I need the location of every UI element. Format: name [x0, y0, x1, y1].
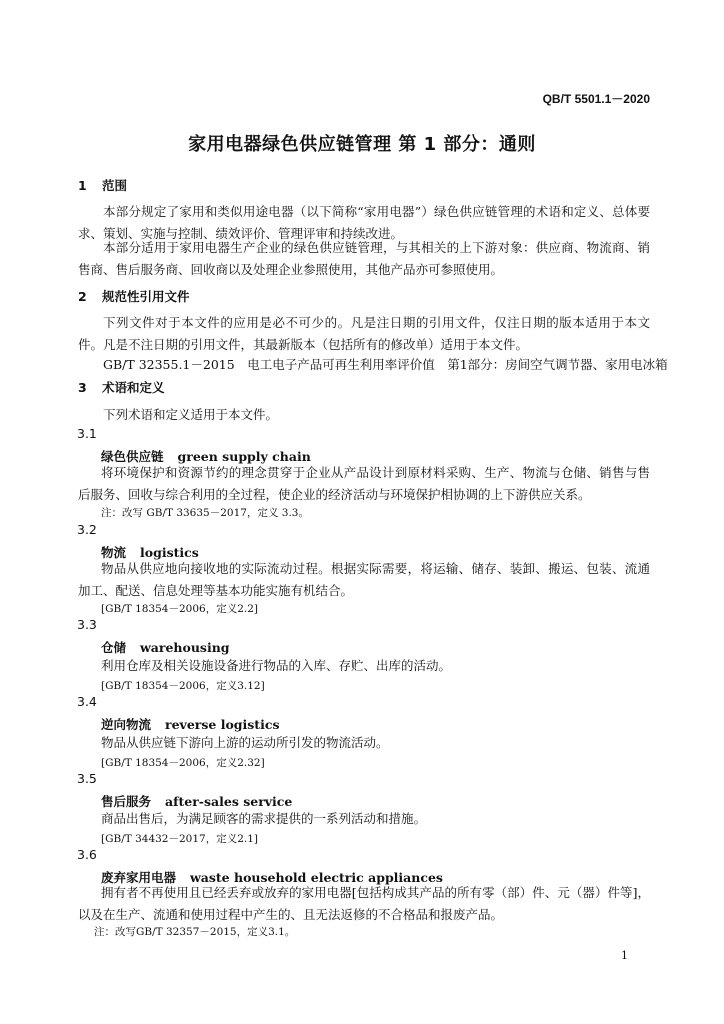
term-en: logistics	[140, 545, 199, 560]
term-source: [GB/T 18354－2006，定义2.2]	[101, 603, 258, 615]
clause-number: 3.5	[77, 771, 97, 786]
term-zh: 绿色供应链	[101, 449, 164, 464]
scope-paragraph: 本部分适用于家用电器生产企业的绿色供应链管理，与其相关的上下游对象：供应商、物流商、销售商、售后服务商、回收商以及处理企业参照使用，其他产品亦可参照使用。	[78, 240, 650, 277]
term-zh: 仓储	[101, 640, 127, 655]
section-number: 1	[78, 178, 87, 193]
term-en: waste household electric appliances	[190, 870, 443, 885]
term-definition: 拥有者不再使用且已经丢弃或放弃的家用电器[包括构成其产品的所有零（部）件、元（器）件等]，以及在生产、流通和使用过程中产生的、且无法返修的不合格品和报废产品。	[78, 885, 650, 922]
term-heading	[101, 638, 230, 656]
clause-number: 3.6	[77, 847, 97, 862]
section-number: 3	[78, 380, 87, 395]
term-heading	[101, 792, 292, 810]
term-definition: 商品出售后，为满足顾客的需求提供的一系列活动和措施。	[101, 811, 427, 826]
section-title: 术语和定义	[102, 380, 165, 395]
term-en: reverse logistics	[165, 717, 280, 732]
term-en: green supply chain	[177, 449, 311, 464]
section-heading	[78, 176, 127, 194]
section-heading	[78, 287, 190, 305]
term-definition: 物品从供应地向接收地的实际流动过程。根据实际需要，将运输、储存、装卸、搬运、包装、流通加工、配送、信息处理等基本功能实施有机结合。	[78, 561, 650, 598]
term-source: 注：改写GB/T 32357－2015，定义3.1。	[94, 926, 296, 938]
scope-paragraph: 本部分规定了家用和类似用途电器（以下简称“家用电器”）绿色供应链管理的术语和定义、总体要求、策划、实施与控制、绩效评价、管理评审和持续改进。	[78, 204, 650, 241]
term-source: 注：改写 GB/T 33635－2017，定义 3.3。	[101, 507, 309, 519]
term-source: [GB/T 34432－2017，定义2.1]	[101, 833, 258, 845]
section-heading	[78, 378, 165, 396]
term-heading	[101, 715, 279, 733]
term-definition: 物品从供应链下游向上游的运动所引发的物流活动。	[101, 735, 389, 750]
clause-number: 3.4	[77, 694, 97, 709]
term-source: [GB/T 18354－2006，定义2.32]	[101, 757, 265, 769]
section-title: 范围	[102, 178, 128, 193]
term-source: [GB/T 18354－2006，定义3.12]	[101, 680, 265, 692]
clause-number: 3.1	[77, 426, 97, 441]
section-number: 2	[78, 289, 87, 304]
term-en: after-sales service	[165, 794, 293, 809]
term-zh: 物流	[101, 545, 127, 560]
terms-intro: 下列术语和定义适用于本文件。	[103, 407, 279, 422]
normative-paragraph: 下列文件对于本文件的应用是必不可少的。凡是注日期的引用文件，仅注日期的版本适用于本文件。凡是不注日期的引用文件，其最新版本（包括所有的修改单）适用于本文件。	[78, 315, 650, 352]
clause-number: 3.3	[77, 617, 97, 632]
normative-reference: GB/T 32355.1－2015 电工电子产品可再生利用率评价值 第1部分：房间空气调节器、家用电冰箱	[103, 357, 668, 372]
section-title: 规范性引用文件	[102, 289, 190, 304]
clause-number: 3.2	[77, 522, 97, 537]
term-definition: 利用仓库及相关设施设备进行物品的入库、存贮、出库的活动。	[101, 658, 452, 673]
term-definition: 将环境保护和资源节约的理念贯穿于企业从产品设计到原材料采购、生产、物流与仓储、销售与售后服务、回收与综合利用的全过程，使企业的经济活动与环境保护相协调的上下游供应关系。	[78, 465, 650, 502]
term-en: warehousing	[140, 640, 230, 655]
term-zh: 废弃家用电器	[101, 870, 177, 885]
term-zh: 售后服务	[101, 794, 152, 809]
standard-number: QB/T 5501.1－2020	[542, 92, 650, 106]
page-number: 1	[621, 949, 628, 962]
document-title: 家用电器绿色供应链管理 第 1 部分：通则	[188, 134, 536, 155]
term-zh: 逆向物流	[101, 717, 152, 732]
